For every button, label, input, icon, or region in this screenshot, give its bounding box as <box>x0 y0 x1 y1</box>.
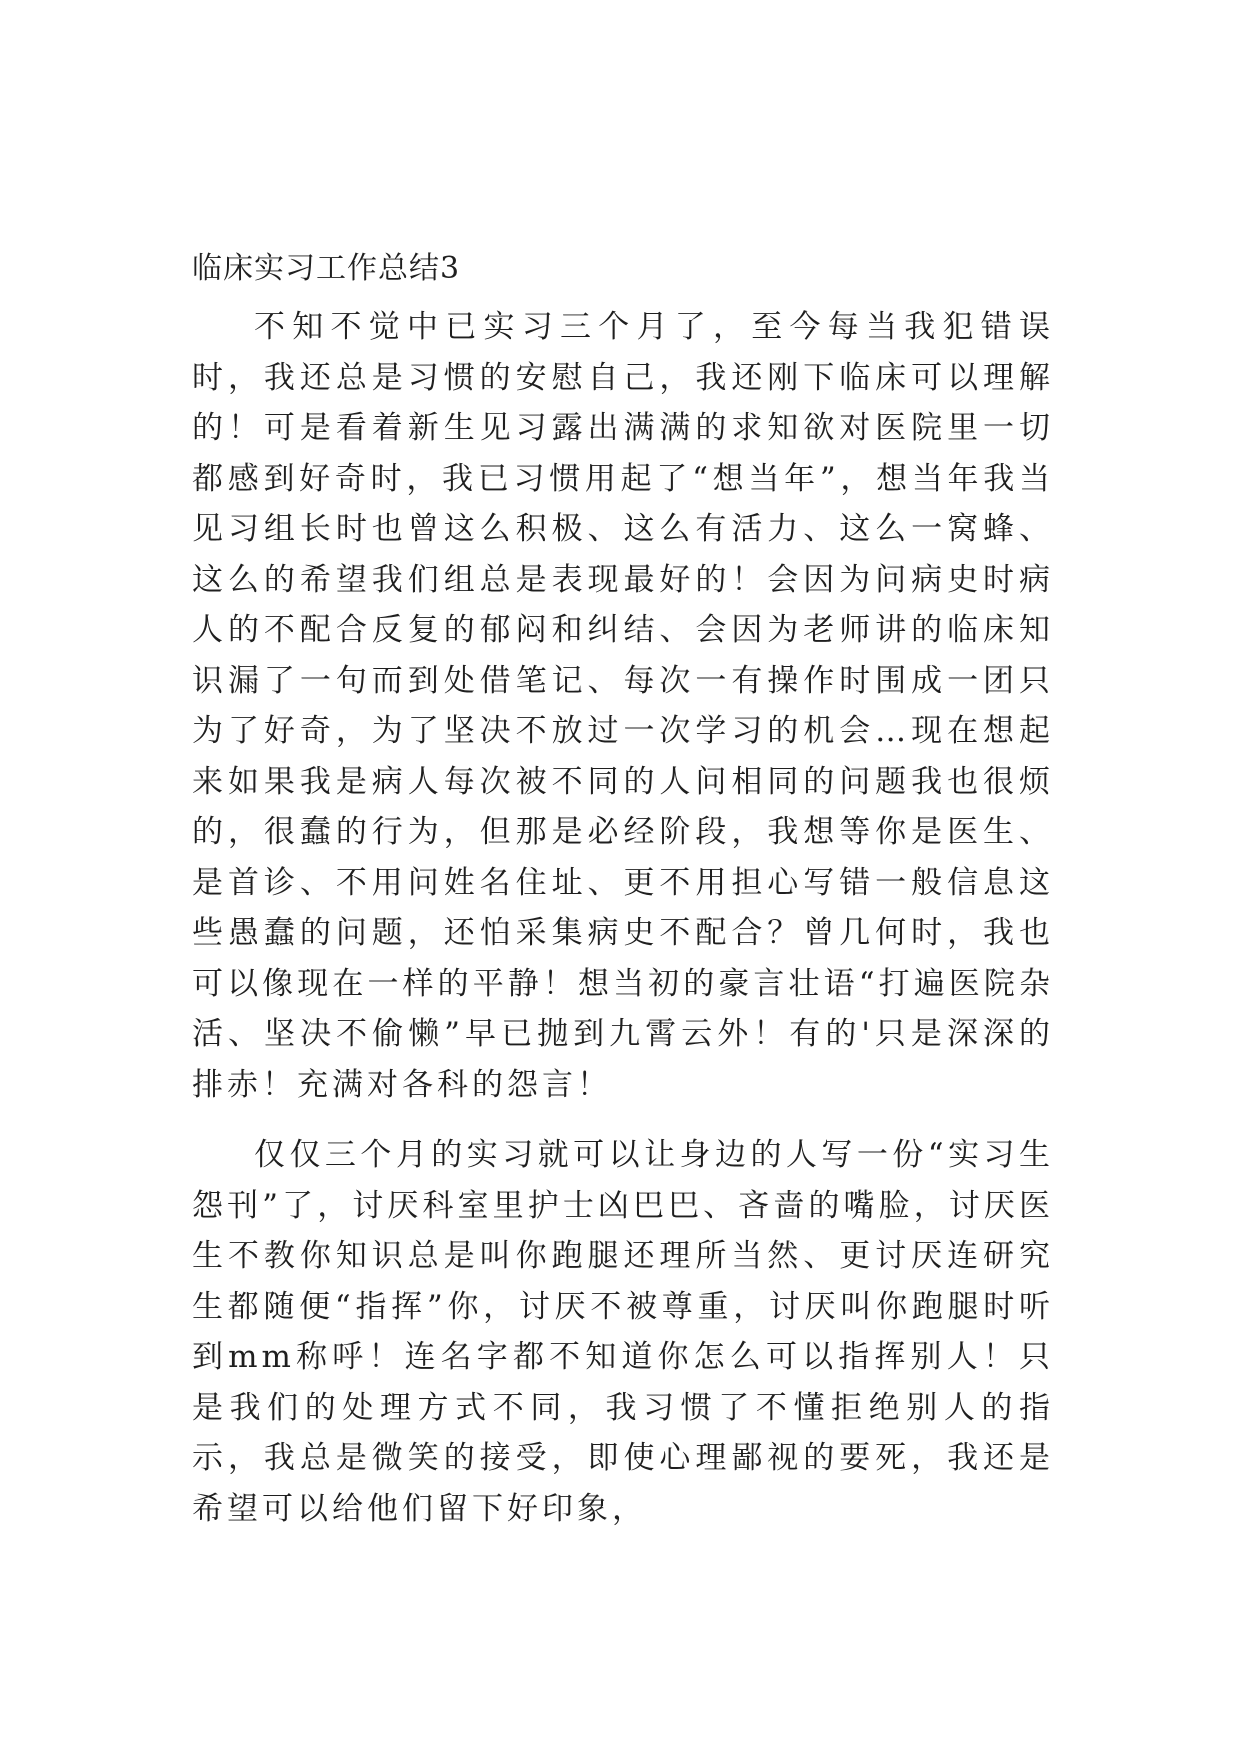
document-title: 临床实习工作总结3 <box>192 251 461 286</box>
document-body <box>192 246 1054 1534</box>
paragraph-1: 不知不觉中已实习三个月了，至今每当我犯错误时，我还总是习惯的安慰自己，我还刚下临床可以理解的！可是看着新生见习露出满满的求知欲对医院里一切都感到好奇时，我已习惯用起了“想当年”，想当年我当见习组长时也曾这么积极、这么有活力、这么一窝蜂、这么的希望我们组总是表现最好的！会因为问病史时病人的不配合反复的郁闷和纠结、会因为老师讲的临床知识漏了一句而到处借笔记、每次一有操作时围成一团只为了好奇，为了坚决不放过一次学习的机会…现在想起来如果我是病人每次被不同的人问相同的问题我也很烦的，很蠢的行为，但那是必经阶段，我想等你是医生、是首诊、不用问姓名住址、更不用担心写错一般信息这些愚蠢的问题，还怕采集病史不配合？曾几何时，我也可以像现在一样的平静！想当初的豪言壮语“打遍医院杂活、坚决不偷懒”早已抛到九霄云外！有的'只是深深的排赤！充满对各科的怨言！ <box>192 309 1054 1103</box>
paragraph-2: 仅仅三个月的实习就可以让身边的人写一份“实习生怨刊”了，讨厌科室里护士凶巴巴、吝啬的嘴脸，讨厌医生不教你知识总是叫你跑腿还理所当然、更讨厌连研究生都随便“指挥”你，讨厌不被尊重，讨厌叫你跑腿时听到mm称呼！连名字都不知道你怎么可以指挥别人！只是我们的处理方式不同，我习惯了不懂拒绝别人的指示，我总是微笑的接受，即使心理鄙视的要死，我还是希望可以给他们留下好印象， <box>192 1137 1054 1527</box>
